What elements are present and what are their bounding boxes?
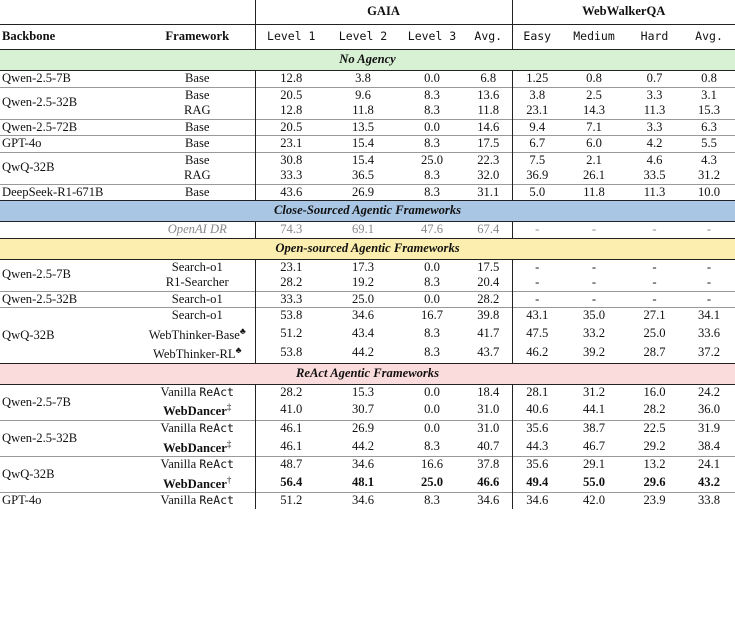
webwalker-value-cell: 29.2 bbox=[643, 438, 666, 453]
gaia-value-cell: 0.0 bbox=[424, 384, 440, 399]
gaia-value-cell: 51.2 bbox=[255, 324, 327, 344]
gaia-value-cell: 25.0 bbox=[420, 474, 444, 489]
gaia-value-cell: 53.8 bbox=[255, 343, 327, 363]
gaia-value-cell: 31.0 bbox=[477, 402, 500, 417]
gaia-value-cell: 40.7 bbox=[477, 438, 500, 453]
webwalker-value-cell: 2.5 bbox=[562, 87, 626, 103]
framework-label: Base bbox=[185, 119, 210, 134]
framework-cell bbox=[140, 184, 255, 201]
webwalker-value-cell: - bbox=[562, 291, 626, 308]
webwalker-value-cell: 7.1 bbox=[562, 119, 626, 136]
column-header: Level 2 bbox=[327, 25, 399, 50]
gaia-value-cell: 8.3 bbox=[399, 136, 465, 153]
footnote-marker: ♣ bbox=[235, 345, 242, 356]
framework-cell bbox=[140, 324, 255, 344]
webwalker-value-cell: 49.4 bbox=[512, 473, 562, 493]
framework-label: Search-o1 bbox=[171, 259, 223, 274]
webwalker-value-cell: 42.0 bbox=[562, 493, 626, 509]
webwalker-value-cell: 5.5 bbox=[683, 136, 735, 153]
gaia-value-cell: 25.0 bbox=[399, 152, 465, 168]
framework-label: Vanilla ReAct bbox=[160, 421, 234, 436]
webwalker-value-cell: 10.0 bbox=[683, 184, 735, 201]
webwalker-value-cell: 27.1 bbox=[626, 308, 683, 324]
gaia-value-cell: 8.3 bbox=[424, 103, 440, 117]
webwalker-value-cell: 28.1 bbox=[512, 384, 562, 400]
framework-label: RAG bbox=[183, 168, 211, 182]
webwalker-value-cell: 23.1 bbox=[512, 103, 562, 119]
gaia-value-cell: 43.6 bbox=[255, 184, 327, 201]
webwalker-value-cell: 0.8 bbox=[586, 71, 602, 85]
gaia-value-cell: 15.3 bbox=[351, 384, 375, 399]
gaia-value-cell: 39.8 bbox=[465, 308, 512, 324]
header-group-row bbox=[0, 0, 735, 25]
gaia-value-cell: 34.6 bbox=[327, 457, 399, 473]
framework-cell bbox=[140, 259, 255, 275]
gaia-value-cell: 23.1 bbox=[255, 136, 327, 153]
webwalker-value-cell: - bbox=[706, 222, 712, 236]
framework-label: Vanilla ReAct bbox=[160, 493, 234, 508]
gaia-value-cell: 51.2 bbox=[255, 493, 327, 509]
webwalker-value-cell: 6.0 bbox=[562, 136, 626, 153]
table-row bbox=[0, 119, 735, 136]
webwalker-value-cell: 44.3 bbox=[512, 437, 562, 457]
column-header: Level 1 bbox=[255, 25, 327, 50]
gaia-value-cell: 43.7 bbox=[477, 345, 500, 360]
webwalker-value-cell: 4.3 bbox=[683, 152, 735, 168]
gaia-value-cell: 8.3 bbox=[424, 325, 440, 340]
gaia-value-cell: 16.7 bbox=[399, 308, 465, 324]
backbone-cell: DeepSeek-R1-671B bbox=[0, 184, 140, 201]
gaia-value-cell: 15.4 bbox=[327, 152, 399, 168]
gaia-value-cell: 17.3 bbox=[351, 259, 375, 274]
framework-cell bbox=[140, 343, 255, 363]
gaia-value-cell: 67.4 bbox=[477, 222, 500, 236]
webwalker-value-cell: - bbox=[512, 259, 562, 275]
gaia-value-cell: 25.0 bbox=[327, 291, 399, 308]
webwalkerqa-group-header: WebWalkerQA bbox=[512, 0, 735, 25]
gaia-value-cell: 0.0 bbox=[424, 402, 440, 417]
framework-cell bbox=[140, 457, 255, 473]
gaia-value-cell: 30.8 bbox=[255, 152, 327, 168]
webwalker-value-cell: 37.2 bbox=[698, 345, 721, 360]
framework-cell bbox=[140, 136, 255, 153]
gaia-value-cell: 34.6 bbox=[327, 308, 399, 324]
framework-label: Base bbox=[185, 136, 210, 150]
webwalker-value-cell: - bbox=[512, 275, 562, 291]
footnote-marker: ‡ bbox=[226, 402, 232, 413]
backbone-cell: Qwen-2.5-7B bbox=[2, 267, 71, 282]
gaia-value-cell: 28.2 bbox=[255, 384, 327, 400]
webwalker-value-cell: 28.2 bbox=[643, 402, 666, 417]
framework-cell bbox=[140, 421, 255, 437]
backbone-cell: Qwen-2.5-7B bbox=[2, 71, 71, 85]
webwalker-value-cell: 31.9 bbox=[683, 421, 735, 437]
framework-cell bbox=[140, 384, 255, 400]
webwalker-value-cell: - bbox=[591, 275, 597, 289]
webwalker-value-cell: 43.1 bbox=[512, 308, 562, 324]
backbone-column-header: Backbone bbox=[0, 25, 140, 50]
gaia-value-cell: 0.0 bbox=[424, 259, 440, 274]
framework-label: Base bbox=[185, 87, 210, 102]
webwalker-value-cell: 11.8 bbox=[562, 184, 626, 201]
framework-label: R1-Searcher bbox=[165, 275, 229, 289]
gaia-value-cell: 8.3 bbox=[399, 184, 465, 201]
backbone-cell: Qwen-2.5-32B bbox=[0, 87, 140, 119]
framework-cell bbox=[140, 103, 255, 119]
footnote-marker: † bbox=[226, 474, 232, 485]
webwalker-value-cell: 26.1 bbox=[582, 168, 606, 182]
webwalker-value-cell: 22.5 bbox=[626, 421, 683, 437]
webwalker-value-cell: 25.0 bbox=[643, 325, 666, 340]
gaia-value-cell: 20.5 bbox=[255, 87, 327, 103]
gaia-value-cell: 20.4 bbox=[477, 275, 500, 289]
column-header: Avg. bbox=[683, 25, 735, 50]
gaia-value-cell: 46.6 bbox=[477, 474, 500, 489]
webwalker-value-cell: 33.5 bbox=[643, 168, 666, 182]
webwalker-value-cell: 43.2 bbox=[698, 474, 721, 489]
framework-cell bbox=[140, 119, 255, 136]
webwalker-value-cell: 5.0 bbox=[512, 184, 562, 201]
gaia-value-cell: 33.3 bbox=[255, 168, 327, 184]
backbone-cell: QwQ-32B bbox=[0, 152, 140, 184]
table-row bbox=[0, 184, 735, 201]
gaia-value-cell: 53.8 bbox=[255, 308, 327, 324]
gaia-value-cell: 18.4 bbox=[477, 384, 500, 399]
backbone-cell: GPT-4o bbox=[0, 493, 140, 509]
gaia-value-cell: 47.6 bbox=[420, 222, 444, 236]
webwalker-value-cell: 0.7 bbox=[646, 71, 663, 85]
gaia-group-header: GAIA bbox=[255, 0, 512, 25]
webwalker-value-cell: 16.0 bbox=[643, 384, 666, 399]
webwalker-value-cell: 15.3 bbox=[698, 103, 721, 117]
gaia-value-cell: 48.7 bbox=[255, 457, 327, 473]
table-row bbox=[0, 259, 735, 275]
gaia-value-cell: 46.1 bbox=[255, 437, 327, 457]
gaia-value-cell: 22.3 bbox=[465, 152, 512, 168]
gaia-value-cell: 36.5 bbox=[351, 168, 375, 182]
gaia-value-cell: 46.1 bbox=[255, 421, 327, 437]
table-row bbox=[0, 152, 735, 168]
header-column-row bbox=[0, 25, 735, 50]
webwalker-value-cell: 23.9 bbox=[626, 493, 683, 509]
gaia-value-cell: 0.0 bbox=[399, 421, 465, 437]
table-row bbox=[0, 384, 735, 400]
webwalker-value-cell: 6.3 bbox=[683, 119, 735, 136]
framework-label: Search-o1 bbox=[171, 291, 223, 306]
gaia-value-cell: 34.6 bbox=[465, 493, 512, 509]
table-row bbox=[0, 291, 735, 308]
section-header-row bbox=[0, 50, 735, 71]
webwalker-value-cell: 3.8 bbox=[512, 87, 562, 103]
framework-cell bbox=[140, 168, 255, 184]
gaia-value-cell: 8.3 bbox=[424, 168, 440, 182]
column-header: Hard bbox=[626, 25, 683, 50]
backbone-cell: Qwen-2.5-32B bbox=[0, 291, 140, 308]
gaia-value-cell: 30.7 bbox=[351, 402, 375, 417]
table-row bbox=[0, 457, 735, 473]
gaia-value-cell: 15.4 bbox=[327, 136, 399, 153]
webwalker-value-cell: 46.2 bbox=[512, 343, 562, 363]
framework-cell bbox=[140, 437, 255, 457]
gaia-value-cell: 44.2 bbox=[351, 345, 375, 360]
gaia-value-cell: 8.3 bbox=[424, 438, 440, 453]
gaia-value-cell: 12.8 bbox=[255, 71, 327, 88]
gaia-value-cell: 43.4 bbox=[351, 325, 375, 340]
framework-label: WebThinker-RL bbox=[152, 347, 236, 362]
gaia-value-cell: 0.0 bbox=[399, 119, 465, 136]
gaia-value-cell: 74.3 bbox=[255, 222, 327, 239]
webwalker-value-cell: 33.6 bbox=[698, 325, 721, 340]
framework-cell bbox=[140, 71, 255, 88]
webwalker-value-cell: 29.6 bbox=[643, 474, 666, 489]
framework-label: WebThinker-Base bbox=[148, 327, 240, 342]
column-header: Easy bbox=[512, 25, 562, 50]
framework-cell bbox=[140, 291, 255, 308]
section-title: No Agency bbox=[0, 50, 735, 71]
gaia-value-cell: 41.0 bbox=[255, 400, 327, 420]
table-row bbox=[0, 71, 735, 88]
gaia-value-cell: 26.9 bbox=[327, 421, 399, 437]
webwalker-value-cell: - bbox=[512, 222, 562, 239]
webwalker-value-cell: 55.0 bbox=[582, 474, 606, 489]
webwalker-value-cell: 4.6 bbox=[626, 152, 683, 168]
backbone-cell: QwQ-32B bbox=[0, 457, 140, 493]
framework-cell bbox=[140, 222, 255, 239]
gaia-value-cell: 19.2 bbox=[351, 275, 375, 289]
framework-column-header: Framework bbox=[140, 25, 255, 50]
table-row bbox=[0, 87, 735, 103]
section-header-row bbox=[0, 238, 735, 259]
webwalker-value-cell: 31.2 bbox=[582, 384, 606, 399]
gaia-value-cell: 12.8 bbox=[255, 103, 327, 119]
webwalker-value-cell: 33.8 bbox=[683, 493, 735, 509]
section-title: Close-Sourced Agentic Frameworks bbox=[0, 201, 735, 222]
section-title: Open-sourced Agentic Frameworks bbox=[0, 238, 735, 259]
section-header-row bbox=[0, 363, 735, 384]
gaia-value-cell: 0.0 bbox=[399, 291, 465, 308]
framework-cell bbox=[140, 493, 255, 509]
webwalker-value-cell: - bbox=[591, 222, 597, 236]
webwalker-value-cell: 40.6 bbox=[512, 400, 562, 420]
gaia-value-cell: 56.4 bbox=[255, 473, 327, 493]
framework-label: WebDancer bbox=[163, 476, 227, 491]
gaia-value-cell: 11.8 bbox=[477, 103, 500, 117]
gaia-value-cell: 8.3 bbox=[399, 87, 465, 103]
gaia-value-cell: 41.7 bbox=[477, 325, 500, 340]
webwalker-value-cell: 0.8 bbox=[701, 71, 717, 85]
webwalker-value-cell: 36.9 bbox=[512, 168, 562, 184]
gaia-value-cell: 13.5 bbox=[327, 119, 399, 136]
backbone-cell: GPT-4o bbox=[0, 136, 140, 153]
webwalker-value-cell: 9.4 bbox=[512, 119, 562, 136]
webwalker-value-cell: 2.1 bbox=[562, 152, 626, 168]
backbone-cell: Qwen-2.5-32B bbox=[0, 421, 140, 457]
webwalker-value-cell: 35.0 bbox=[562, 308, 626, 324]
framework-cell bbox=[140, 308, 255, 324]
gaia-value-cell: 28.2 bbox=[255, 275, 327, 291]
gaia-value-cell: 69.1 bbox=[351, 222, 375, 236]
webwalker-value-cell: 35.6 bbox=[512, 457, 562, 473]
webwalker-value-cell: 31.2 bbox=[698, 168, 721, 182]
webwalker-value-cell: 24.1 bbox=[683, 457, 735, 473]
framework-label: Base bbox=[185, 184, 210, 199]
gaia-value-cell: 8.3 bbox=[424, 275, 440, 289]
webwalker-value-cell: 28.7 bbox=[643, 345, 666, 360]
webwalker-value-cell: 3.3 bbox=[626, 87, 683, 103]
gaia-value-cell: 20.5 bbox=[255, 119, 327, 136]
webwalker-value-cell: 7.5 bbox=[512, 152, 562, 168]
gaia-value-cell: 31.1 bbox=[465, 184, 512, 201]
webwalker-value-cell: - bbox=[706, 259, 712, 274]
results-body bbox=[0, 50, 735, 509]
webwalker-value-cell: 29.1 bbox=[562, 457, 626, 473]
backbone-cell: Qwen-2.5-72B bbox=[0, 119, 140, 136]
gaia-value-cell: 17.5 bbox=[477, 259, 500, 274]
webwalker-value-cell: 3.3 bbox=[626, 119, 683, 136]
table-row bbox=[0, 222, 735, 239]
framework-label: Vanilla ReAct bbox=[160, 457, 234, 472]
table-row bbox=[0, 421, 735, 437]
column-header: Avg. bbox=[465, 25, 512, 50]
table-row bbox=[0, 308, 735, 324]
backbone-cell bbox=[0, 222, 140, 239]
framework-cell bbox=[140, 152, 255, 168]
webwalker-value-cell: 35.6 bbox=[512, 421, 562, 437]
framework-cell bbox=[140, 400, 255, 420]
framework-label: WebDancer bbox=[163, 440, 227, 455]
gaia-value-cell: 8.3 bbox=[399, 493, 465, 509]
gaia-value-cell: 8.3 bbox=[424, 345, 440, 360]
column-header: Level 3 bbox=[399, 25, 465, 50]
column-header: Medium bbox=[562, 25, 626, 50]
gaia-value-cell: 6.8 bbox=[480, 71, 497, 85]
gaia-value-cell: 14.6 bbox=[465, 119, 512, 136]
webwalker-value-cell: 11.3 bbox=[643, 103, 666, 117]
webwalker-value-cell: 6.7 bbox=[512, 136, 562, 153]
webwalker-value-cell: 38.7 bbox=[562, 421, 626, 437]
gaia-value-cell: 13.6 bbox=[465, 87, 512, 103]
gaia-value-cell: 31.0 bbox=[465, 421, 512, 437]
section-header-row bbox=[0, 201, 735, 222]
framework-label: Vanilla ReAct bbox=[160, 384, 234, 399]
webwalker-value-cell: 13.2 bbox=[626, 457, 683, 473]
webwalker-value-cell: 11.3 bbox=[626, 184, 683, 201]
webwalker-value-cell: - bbox=[652, 222, 657, 236]
framework-label: Base bbox=[185, 152, 210, 167]
table-row bbox=[0, 136, 735, 153]
gaia-value-cell: 37.8 bbox=[465, 457, 512, 473]
gaia-value-cell: 48.1 bbox=[351, 474, 375, 489]
gaia-value-cell: 26.9 bbox=[327, 184, 399, 201]
table-row bbox=[0, 493, 735, 509]
webwalker-value-cell: 39.2 bbox=[582, 345, 606, 360]
gaia-value-cell: 16.6 bbox=[399, 457, 465, 473]
framework-label: OpenAI DR bbox=[167, 222, 227, 236]
gaia-value-cell: 33.3 bbox=[255, 291, 327, 308]
framework-label: WebDancer bbox=[163, 404, 227, 419]
framework-cell bbox=[140, 275, 255, 291]
footnote-marker: ♣ bbox=[239, 325, 246, 336]
framework-cell bbox=[140, 87, 255, 103]
framework-label: Search-o1 bbox=[171, 308, 223, 322]
webwalker-value-cell: - bbox=[683, 291, 735, 308]
backbone-cell: Qwen-2.5-7B bbox=[2, 394, 71, 409]
webwalker-value-cell: 24.2 bbox=[698, 384, 721, 399]
webwalker-value-cell: 14.3 bbox=[582, 103, 606, 117]
gaia-value-cell: 0.0 bbox=[424, 71, 440, 85]
gaia-value-cell: 17.5 bbox=[465, 136, 512, 153]
webwalker-value-cell: - bbox=[512, 291, 562, 308]
webwalker-value-cell: 47.5 bbox=[512, 324, 562, 344]
webwalker-value-cell: 33.2 bbox=[582, 325, 606, 340]
webwalker-value-cell: 34.6 bbox=[512, 493, 562, 509]
webwalker-value-cell: 36.0 bbox=[698, 402, 721, 417]
framework-label: RAG bbox=[183, 103, 211, 117]
webwalker-value-cell: 1.25 bbox=[512, 71, 562, 88]
webwalker-value-cell: 4.2 bbox=[626, 136, 683, 153]
gaia-value-cell: 44.2 bbox=[351, 438, 375, 453]
gaia-value-cell: 23.1 bbox=[255, 259, 327, 275]
webwalker-value-cell: - bbox=[652, 259, 657, 274]
gaia-value-cell: 11.8 bbox=[352, 103, 374, 117]
webwalker-value-cell: 34.1 bbox=[683, 308, 735, 324]
framework-label: Base bbox=[185, 71, 210, 85]
webwalker-value-cell: - bbox=[706, 275, 712, 289]
gaia-value-cell: 32.0 bbox=[477, 168, 500, 182]
webwalker-value-cell: - bbox=[652, 275, 657, 289]
webwalker-value-cell: - bbox=[626, 291, 683, 308]
gaia-value-cell: 9.6 bbox=[327, 87, 399, 103]
gaia-value-cell: 28.2 bbox=[465, 291, 512, 308]
gaia-value-cell: 34.6 bbox=[327, 493, 399, 509]
gaia-value-cell: 3.8 bbox=[355, 71, 371, 85]
section-title: ReAct Agentic Frameworks bbox=[0, 363, 735, 384]
backbone-cell: QwQ-32B bbox=[0, 308, 140, 364]
webwalker-value-cell: 3.1 bbox=[683, 87, 735, 103]
webwalker-value-cell: - bbox=[591, 259, 597, 274]
webwalker-value-cell: 46.7 bbox=[582, 438, 606, 453]
webwalker-value-cell: 44.1 bbox=[582, 402, 606, 417]
footnote-marker: ‡ bbox=[226, 438, 232, 449]
framework-cell bbox=[140, 473, 255, 493]
webwalker-value-cell: 38.4 bbox=[698, 438, 721, 453]
